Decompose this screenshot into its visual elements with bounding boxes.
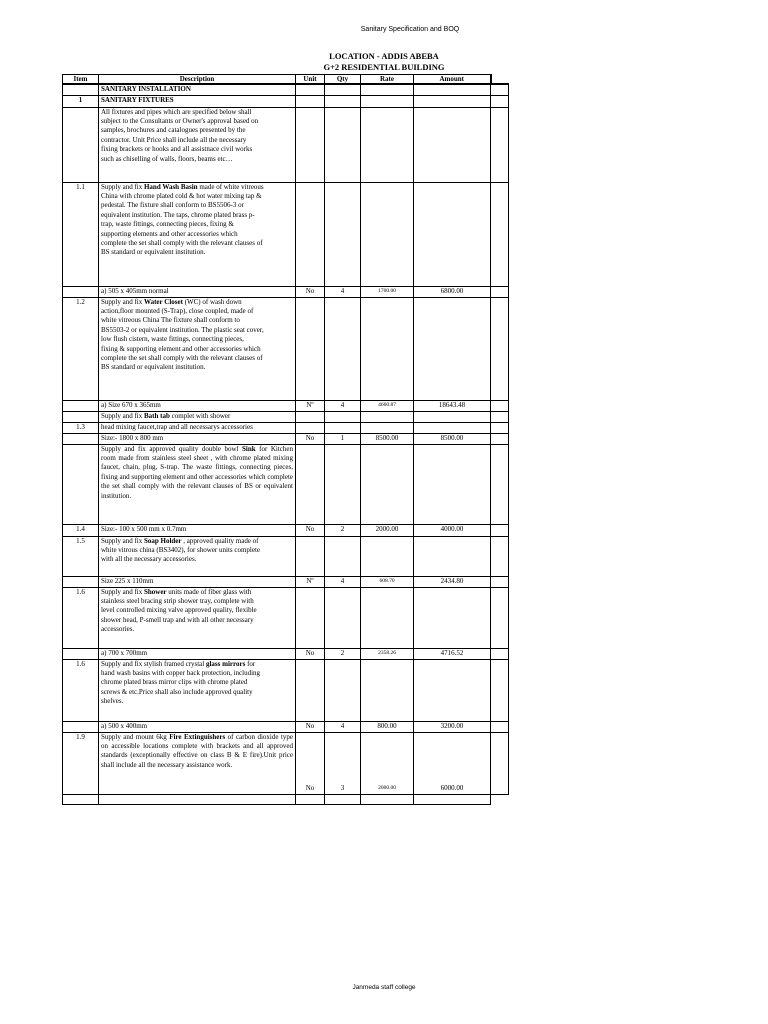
item-rate: 2358.26 <box>361 648 414 659</box>
item-unit: No <box>296 648 325 659</box>
item-amount: 3200.00 <box>414 721 491 732</box>
table-row <box>63 576 509 587</box>
item-number: 1.5 <box>63 536 99 576</box>
boq-table <box>62 74 509 805</box>
section-installation: SANITARY INSTALLATION <box>99 84 296 95</box>
col-amount: Amount <box>414 75 491 85</box>
item-rate: 8500.00 <box>361 433 414 444</box>
table-row <box>63 794 509 804</box>
item-rate: 4660.87 <box>361 400 414 411</box>
item-rate: 1700.00 <box>361 286 414 297</box>
table-row <box>63 400 509 411</box>
item-description: Supply and fix Bath tab complet with shower <box>99 411 296 422</box>
item-description: Supply and fix Soap Holder , approved quality made of white vitrous china (BS3402), for shower units complete with all the necessary accessories. <box>99 536 296 576</box>
section-row <box>63 95 509 107</box>
item-amount: 4000.00 <box>414 524 491 536</box>
item-description: Supply and fix Hand Wash Basin made of white vitreous China with chrome plated cold & hot water mixing tap & pedestal. The fixture shall conform to BS5506-3 or equivalent institution. The taps, chrome plated brass p- trap, waste fittings, connecting pieces, fixing & supporting elements and other accessories which complete the set shall comply with the relevant clauses of BS standard or equivalent institution. <box>99 182 296 286</box>
building-title: G+2 RESIDENTIAL BUILDING <box>323 62 445 72</box>
item-size: a) 700 x 700mm <box>99 648 296 659</box>
item-number: 1.6 <box>63 587 99 648</box>
item-rate: 800.00 <box>361 721 414 732</box>
item-number: 1.6 <box>63 659 99 721</box>
section-fixtures: SANITARY FIXTURES <box>99 95 296 107</box>
location-title: LOCATION - ADDIS ABEBA <box>329 51 439 61</box>
table-header-row <box>63 75 509 85</box>
col-qty: Qty <box>325 75 361 85</box>
table-row <box>63 587 509 648</box>
item-rate: 608.70 <box>361 576 414 587</box>
item-number: 1.3 <box>63 422 99 433</box>
page-footer: Janmeda staff college <box>352 984 416 991</box>
table-row <box>63 721 509 732</box>
item-qty: 4 <box>325 576 361 587</box>
item-rate: 2000.00 <box>361 524 414 536</box>
table-row <box>63 524 509 536</box>
item-size: a) Size 670 x 365mm <box>99 400 296 411</box>
col-description: Description <box>99 75 296 85</box>
item-description: Supply and fix Water Closet (WC) of wash down action,floor mounted (S-Trap), close coupled, made of white vitreous China The fixture shall conform to BS5503-2 or equivalent institution. The plastic seat cover, low flush cistern, waste fittings, connecting pieces, fixing & supporting element and other accessories which complete the set shall comply with the relevant clauses of BS standard or equivalent institution. <box>99 297 296 400</box>
item-qty: 4 <box>325 286 361 297</box>
item-qty: 2 <box>325 524 361 536</box>
item-amount: 4716.52 <box>414 648 491 659</box>
table-row <box>63 536 509 576</box>
table-row <box>63 732 509 794</box>
item-size: a) 505 x 405mm normal <box>99 286 296 297</box>
table-row <box>63 444 509 524</box>
table-row <box>63 659 509 721</box>
item-amount: 8500.00 <box>414 433 491 444</box>
item-size: Size:- 1800 x 800 mm <box>99 433 296 444</box>
item-qty: 4 <box>325 400 361 411</box>
item-amount: 6000.00 <box>414 732 491 794</box>
item-unit: Nº <box>296 576 325 587</box>
table-row <box>63 433 509 444</box>
item-unit: No <box>296 286 325 297</box>
item-unit: No <box>296 721 325 732</box>
table-row <box>63 182 509 286</box>
item-qty: 1 <box>325 433 361 444</box>
table-row <box>63 286 509 297</box>
item-rate: 2000.00 <box>361 732 414 794</box>
col-item: Item <box>63 75 99 85</box>
item-description-cont: head mixing faucet,trap and all necessarys accessories <box>99 422 296 433</box>
item-amount: 6800.00 <box>414 286 491 297</box>
item-unit: No <box>296 524 325 536</box>
section-row <box>63 84 509 95</box>
col-unit: Unit <box>296 75 325 85</box>
item-qty: 3 <box>325 732 361 794</box>
section-number: 1 <box>63 95 99 107</box>
item-number: 1.2 <box>63 297 99 400</box>
item-description: Supply and fix stylish framed crystal glass mirrors for hand wash basins with copper back protection, including chrome plated brass mirror clips with chrome plated screws & etc.Price shall also include approved quality shelves. <box>99 659 296 721</box>
item-unit: No <box>296 732 325 794</box>
item-qty: 2 <box>325 648 361 659</box>
page-header: Sanitary Specification and BOQ <box>360 26 460 33</box>
item-unit: Nº <box>296 400 325 411</box>
item-size: a) 500 x 400mm <box>99 721 296 732</box>
table-row <box>63 422 509 433</box>
table-row <box>63 648 509 659</box>
item-description: Supply and fix Shower units made of fiber glass with stainless steel bracing strip shower tray, complete with level controlled mixing valve approved quality, flexible shower head, P-smell trap and with all other necessary accessories. <box>99 587 296 648</box>
item-amount: 18643.48 <box>414 400 491 411</box>
item-unit: No <box>296 433 325 444</box>
item-amount: 2434.80 <box>414 576 491 587</box>
table-row <box>63 411 509 422</box>
item-qty: 4 <box>325 721 361 732</box>
item-size: Size 225 x 110mm <box>99 576 296 587</box>
general-note: All fixtures and pipes which are specified below shall subject to the Consultants or Owner's approval based on samples, brochures and catalogues presented by the contractor. Unit Price shall include all the necessary fixing brackets or hooks and all assistnace civil works such as chiselling of walls, floors, beams etc… <box>99 107 296 182</box>
general-note-row <box>63 107 509 182</box>
item-number: 1.1 <box>63 182 99 286</box>
table-row <box>63 297 509 400</box>
item-number: 1.4 <box>63 524 99 536</box>
item-size: Size:- 100 x 500 mm x 0.7mm <box>99 524 296 536</box>
item-description: Supply and mount 6kg Fire Extinguishers of carbon dioxide type on accessible locations complete with brackets and all approved standards (exceptionally effective on class B & E fire).Unit price shall include all the necessary assistance work. <box>99 732 296 794</box>
item-description: Supply and fix approved quality double bowl Sink for Kitchen room made from stainless steel sheet , with chrome plated mixing faucet, chain, plug, S-trap. The waste fittings, connecting pieces, fixing and supporting element and other accessories which complete the set shall comply with the relevant clauses of BS or equivalent institution. <box>99 444 296 524</box>
col-rate: Rate <box>361 75 414 85</box>
item-number: 1.9 <box>63 732 99 794</box>
